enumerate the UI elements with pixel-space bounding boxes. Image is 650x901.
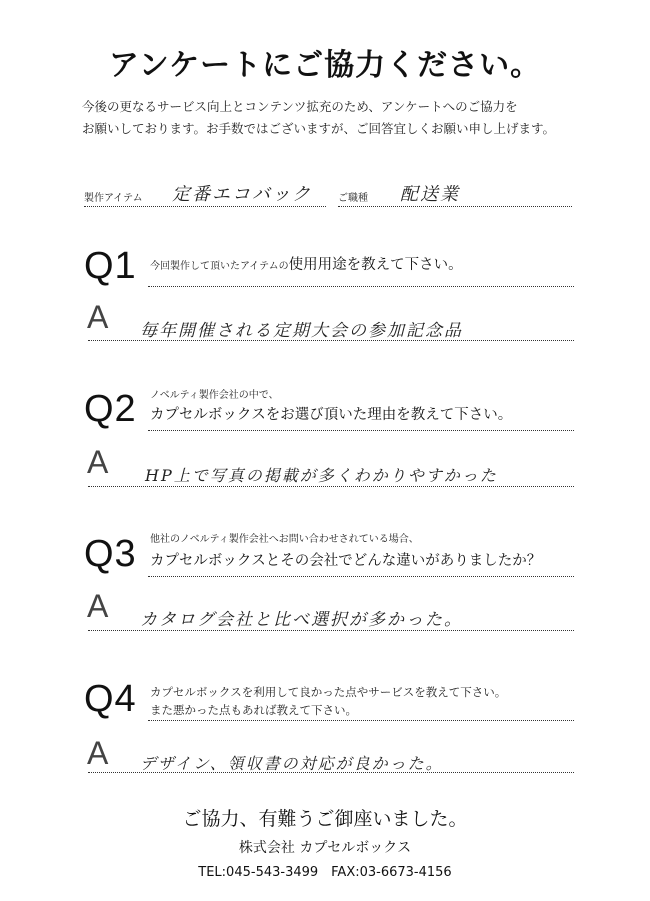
q3-underline bbox=[148, 576, 574, 577]
thanks-message: ご協力、有難うご御座いました。 bbox=[182, 808, 468, 830]
q2-answer[interactable]: HP上で写真の掲載が多くわかりやすかった bbox=[145, 466, 498, 485]
q1-question-big: 使用用途を教えて下さい。 bbox=[288, 257, 463, 273]
q3-question-small: 他社のノベルティ製作会社へお問い合わせされている場合、 bbox=[150, 534, 419, 545]
q3-answer-label: A bbox=[87, 588, 109, 624]
q1-label: Q1 bbox=[84, 245, 137, 287]
q2-question-small: ノベルティ製作会社の中で、 bbox=[150, 390, 279, 401]
q2-answer-underline bbox=[88, 486, 574, 487]
q4-answer-underline bbox=[88, 772, 574, 773]
q4-answer-label: A bbox=[87, 735, 109, 771]
company-name: 株式会社 カプセルボックス bbox=[238, 840, 412, 856]
q1-question-small: 今回製作して頂いたアイテムの bbox=[150, 261, 289, 272]
page-title: アンケートにご協力ください。 bbox=[108, 48, 542, 83]
q3-label: Q3 bbox=[84, 533, 137, 575]
q3-question-big: カプセルボックスとその会社でどんな違いがありましたか？ bbox=[150, 553, 542, 569]
q1-answer[interactable]: 毎年開催される定期大会の参加記念品 bbox=[140, 321, 463, 341]
item-label: 製作アイテム bbox=[84, 193, 143, 204]
q4-label: Q4 bbox=[84, 678, 137, 720]
q2-question-big: カプセルボックスをお選び頂いた理由を教えて下さい。 bbox=[150, 407, 513, 423]
industry-label: ご職種 bbox=[338, 193, 368, 204]
q2-underline bbox=[148, 430, 574, 431]
q2-label: Q2 bbox=[84, 388, 137, 430]
q4-question-line-2: また悪かった点もあれば教えて下さい。 bbox=[150, 703, 357, 717]
intro-text bbox=[82, 96, 582, 140]
q1-answer-label: A bbox=[87, 299, 109, 335]
q1-underline bbox=[148, 286, 574, 287]
intro-line-2: お願いしております。お手数ではございますが、ご回答宜しくお願い申し上げます。 bbox=[82, 121, 556, 136]
q4-answer[interactable]: デザイン、領収書の対応が良かった。 bbox=[140, 754, 444, 773]
q3-answer-underline bbox=[88, 630, 574, 631]
industry-value[interactable]: 配送業 bbox=[400, 184, 460, 205]
contact-info: TEL:045-543-3499 FAX:03-6673-4156 bbox=[198, 865, 452, 880]
item-underline bbox=[84, 206, 326, 207]
intro-line-1: 今後の更なるサービス向上とコンテンツ拡充のため、アンケートへのご協力を bbox=[82, 99, 518, 114]
item-value[interactable]: 定番エコバック bbox=[172, 184, 312, 205]
q4-underline bbox=[148, 720, 574, 721]
q3-answer[interactable]: カタログ会社と比べ選択が多かった。 bbox=[140, 610, 463, 630]
industry-underline bbox=[338, 206, 572, 207]
q4-question-line-1: カプセルボックスを利用して良かった点やサービスを教えて下さい。 bbox=[150, 685, 507, 699]
q1-answer-underline bbox=[88, 340, 574, 341]
q4-question bbox=[150, 683, 506, 719]
q1-question bbox=[150, 253, 463, 274]
q2-answer-label: A bbox=[87, 444, 109, 480]
